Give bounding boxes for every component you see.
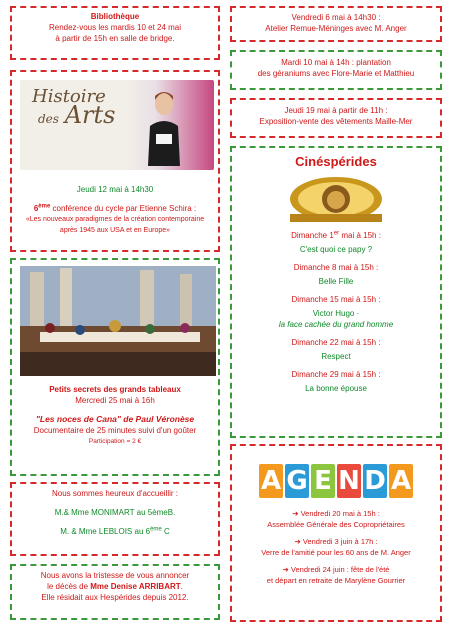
deces-box <box>10 564 220 620</box>
bibliotheque-line1: Rendez-vous les mardis 10 et 24 mai <box>48 23 182 32</box>
agenda-item-text: Assemblée Générale des Copropriétaires <box>267 520 405 529</box>
agenda-letter: N <box>338 466 360 496</box>
conference-line: 6ème conférence du cycle par Etienne Schira : <box>33 203 197 213</box>
session-item <box>232 230 440 255</box>
session-date: Dimanche 1er mai à 15h : <box>291 230 381 240</box>
noces-de-cana-painting <box>20 266 216 376</box>
bibliotheque-title: Bibliothèque <box>90 12 140 21</box>
atelier-line1: Vendredi 6 mai à 14h30 : <box>291 13 381 22</box>
agenda-item-date: ➔ Vendredi 24 juin : fête de l'été <box>282 565 390 574</box>
session-date: Dimanche 29 mai à 15h : <box>291 370 381 379</box>
histoire-arts-date: Jeudi 12 mai à 14h30 <box>76 185 154 194</box>
conference-quote2: après 1945 aux USA et en Europe» <box>59 227 171 234</box>
deces-line3: Elle résidait aux Hespérides depuis 2012. <box>41 593 189 602</box>
agenda-item <box>232 536 440 558</box>
agenda-item-date: ➔ Vendredi 3 juin à 17h : <box>294 537 378 546</box>
session-item <box>232 262 440 287</box>
session-film: Respect <box>321 352 351 361</box>
session-date: Dimanche 8 mai à 15h : <box>293 263 379 272</box>
agenda-box <box>230 444 442 622</box>
agenda-letter: A <box>260 466 282 496</box>
bibliotheque-line2: à partir de 15h en salle de bridge. <box>55 34 175 43</box>
agenda-letter: D <box>364 466 386 496</box>
session-date: Dimanche 22 mai à 15h : <box>291 338 381 347</box>
tableaux-work: "Les noces de Cana" de Paul Véronèse <box>35 414 195 424</box>
deces-line1: Nous avons la tristesse de vous annoncer <box>40 571 190 580</box>
tableaux-title: Petits secrets des grands tableaux <box>49 385 181 394</box>
expo-box <box>230 98 442 138</box>
histoire-des-arts-logo: Histoire des Arts <box>32 86 116 129</box>
atelier-line2: Atelier Remue-Méninges avec M. Anger <box>265 24 407 33</box>
agenda-letter: G <box>286 466 308 496</box>
agenda-item-date: ➔ Vendredi 20 mai à 15h : <box>292 509 380 518</box>
agenda-item-text: Verre de l'amitié pour les 60 ans de M. Anger <box>261 548 411 557</box>
accueil-intro: Nous sommes heureux d'accueillir : <box>51 489 179 498</box>
mgm-lion-logo <box>286 174 386 224</box>
session-film: C'est quoi ce papy ? <box>299 245 373 254</box>
agenda-item <box>232 564 440 586</box>
agenda-logo <box>259 464 413 498</box>
accueil-line2: M. & Mme LEBLOIS au 6ème C <box>60 526 170 536</box>
tableaux-box <box>10 258 220 476</box>
deces-line2: le décès de Mme Denise ARRIBART. <box>47 582 183 591</box>
expo-line1: Jeudi 19 mai à partir de 11h : <box>284 106 388 115</box>
session-film-subtitle: la face cachée du grand homme <box>278 320 394 329</box>
plantation-box <box>230 50 442 90</box>
agenda-letter: A <box>390 466 412 496</box>
tableaux-doc: Documentaire de 25 minutes suivi d'un goûter <box>33 426 197 435</box>
cinema-sessions <box>232 230 440 394</box>
tableaux-participation: Participation = 2 € <box>88 438 142 445</box>
agenda-letter: E <box>311 464 335 498</box>
atelier-box <box>230 6 442 42</box>
conference-quote1: «Les nouveaux paradigmes de la création contemporaine <box>25 216 205 223</box>
session-item <box>232 337 440 362</box>
bibliotheque-box <box>10 6 220 60</box>
histoire-arts-box <box>10 70 220 252</box>
expo-line2: Exposition-vente des vêtements Maille-Mer <box>259 117 413 126</box>
plantation-line2: des géraniums avec Flore-Marie et Matthieu <box>257 69 415 78</box>
session-film: La bonne épouse <box>305 384 367 393</box>
session-film: Victor Hugo · <box>312 309 360 318</box>
plantation-line1: Mardi 10 mai à 14h : plantation <box>281 58 391 67</box>
session-film: Belle Fille <box>318 277 354 286</box>
session-item <box>232 294 440 330</box>
histoire-des-arts-picture <box>20 80 214 170</box>
cinesperides-title: Cinéspérides <box>295 154 377 169</box>
speaker-photo <box>144 86 184 166</box>
session-item <box>232 369 440 394</box>
agenda-item <box>232 508 440 530</box>
agenda-item-text: et départ en retraite de Marylène Gourrier <box>266 576 406 585</box>
cinesperides-box <box>230 146 442 438</box>
session-date: Dimanche 15 mai à 15h : <box>291 295 381 304</box>
accueil-line1: M.& Mme MONIMART au 5èmeB. <box>54 508 176 517</box>
tableaux-date: Mercredi 25 mai à 16h <box>75 396 155 405</box>
accueil-box <box>10 482 220 556</box>
